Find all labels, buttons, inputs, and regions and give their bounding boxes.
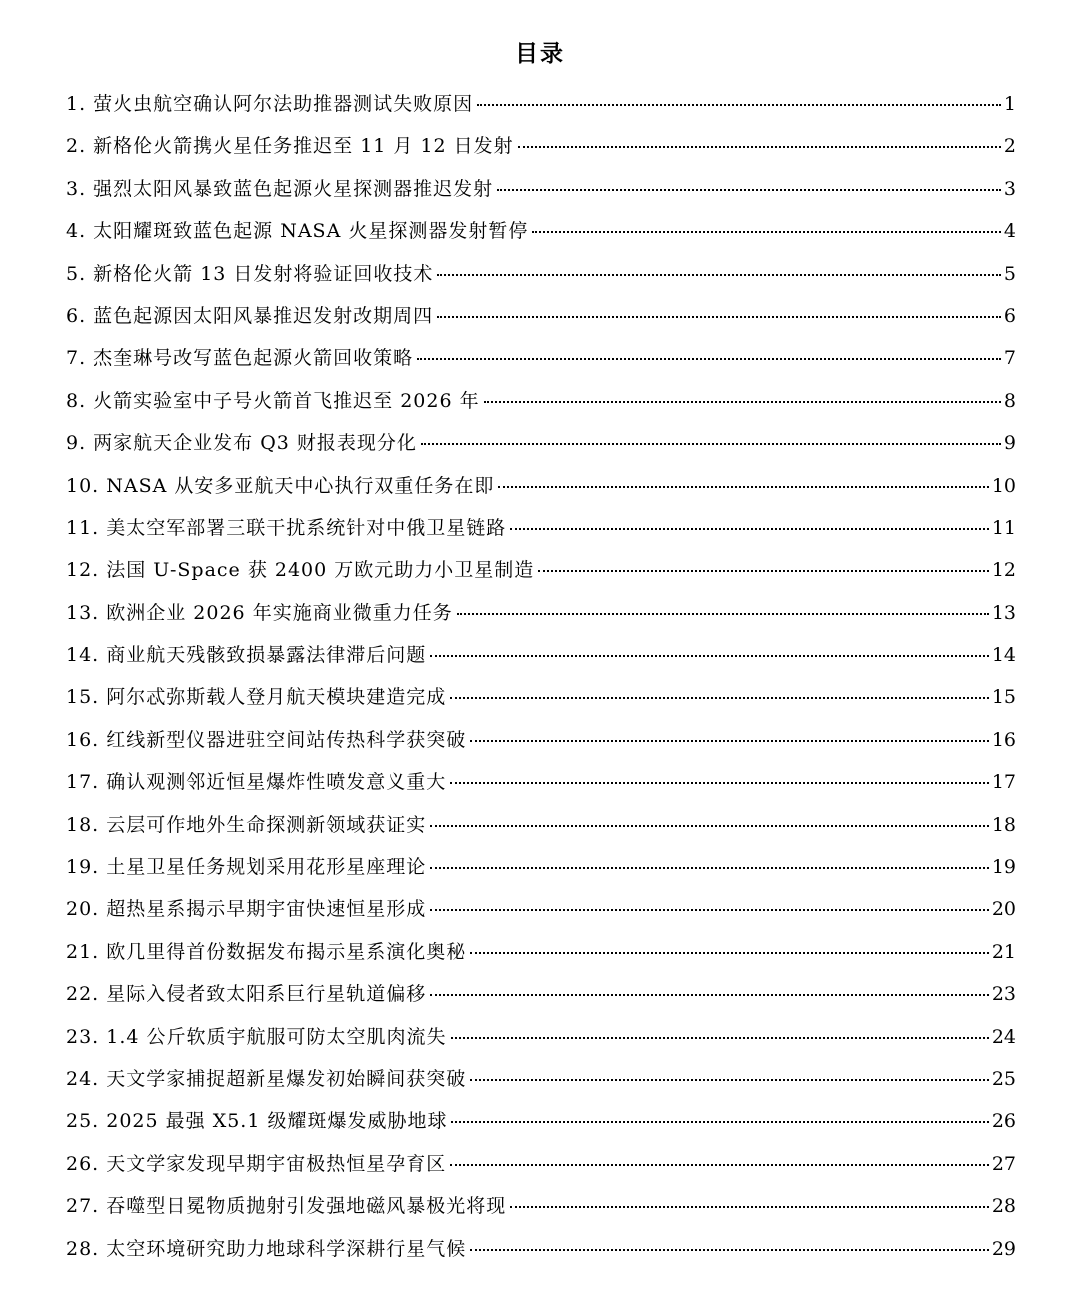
toc-entry-page-number: 5 [1003, 262, 1016, 285]
toc-entry[interactable] [66, 83, 1016, 125]
toc-entry-page-number: 19 [991, 856, 1016, 879]
toc-entry[interactable] [66, 592, 1016, 634]
toc-entry[interactable] [66, 888, 1016, 930]
toc-entry[interactable] [66, 168, 1016, 210]
toc-entry-title: 1. 萤火虫航空确认阿尔法助推器测试失败原因 [66, 93, 474, 115]
toc-entry[interactable] [66, 1143, 1016, 1185]
toc-entry[interactable] [66, 1058, 1016, 1100]
toc-entry[interactable] [66, 931, 1016, 973]
dot-leader [417, 358, 1001, 360]
toc-entry-page-number: 28 [991, 1195, 1016, 1218]
dot-leader [437, 316, 1001, 318]
toc-entry-title: 16. 红线新型仪器进驻空间站传热科学获突破 [66, 728, 467, 751]
toc-entry-page-number: 25 [991, 1067, 1016, 1090]
dot-leader [451, 1037, 989, 1039]
toc-entry-title: 27. 吞噬型日冕物质抛射引发强地磁风暴极光将现 [66, 1195, 507, 1218]
toc-entry-title: 13. 欧洲企业 2026 年实施商业微重力任务 [66, 601, 453, 624]
toc-entry-page-number: 1 [1003, 93, 1016, 115]
toc-entry[interactable] [66, 1016, 1016, 1058]
toc-entry-title: 12. 法国 U-Space 获 2400 万欧元助力小卫星制造 [66, 559, 535, 582]
toc-title: 目录 [515, 41, 565, 67]
dot-leader [451, 1121, 988, 1123]
dot-leader [532, 231, 1001, 233]
dot-leader [450, 782, 989, 784]
toc-entry-page-number: 26 [991, 1110, 1016, 1133]
toc-entry-page-number: 23 [991, 983, 1016, 1006]
toc-entry-title: 7. 杰奎琳号改写蓝色起源火箭回收策略 [66, 347, 414, 370]
toc-entry-page-number: 13 [991, 601, 1016, 624]
toc-entry[interactable] [66, 337, 1016, 379]
toc-entry-page-number: 10 [991, 474, 1016, 497]
toc-entry-page-number: 18 [991, 813, 1016, 836]
dot-leader [470, 1079, 989, 1081]
toc-entry-title: 6. 蓝色起源因太阳风暴推迟发射改期周四 [66, 304, 434, 327]
toc-entry-title: 9. 两家航天企业发布 Q3 财报表现分化 [66, 432, 417, 455]
dot-leader [497, 189, 1001, 191]
toc-entry-title: 17. 确认观测邻近恒星爆炸性喷发意义重大 [66, 771, 447, 794]
toc-list [66, 83, 1016, 1270]
toc-entry-title: 18. 云层可作地外生命探测新领域获证实 [66, 813, 427, 836]
toc-entry[interactable] [66, 125, 1016, 167]
toc-entry-page-number: 29 [991, 1237, 1016, 1260]
toc-entry[interactable] [66, 295, 1016, 337]
dot-leader [450, 697, 989, 699]
toc-entry[interactable] [66, 1228, 1016, 1270]
dot-leader [477, 104, 1001, 106]
toc-entry-title: 4. 太阳耀斑致蓝色起源 NASA 火星探测器发射暂停 [66, 220, 529, 243]
toc-entry-title: 28. 太空环境研究助力地球科学深耕行星气候 [66, 1237, 467, 1260]
dot-leader [430, 867, 989, 869]
toc-entry-title: 3. 强烈太阳风暴致蓝色起源火星探测器推迟发射 [66, 177, 494, 200]
toc-entry-title: 24. 天文学家捕捉超新星爆发初始瞬间获突破 [66, 1067, 467, 1090]
dot-leader [498, 486, 988, 488]
toc-entry[interactable] [66, 380, 1016, 422]
toc-entry[interactable] [66, 253, 1016, 295]
toc-entry-title: 2. 新格伦火箭携火星任务推迟至 11 月 12 日发射 [66, 135, 514, 158]
dot-leader [518, 146, 1001, 148]
dot-leader [470, 740, 989, 742]
toc-entry-page-number: 27 [991, 1152, 1016, 1175]
toc-entry-page-number: 17 [991, 771, 1016, 794]
toc-entry-title: 19. 土星卫星任务规划采用花形星座理论 [66, 856, 427, 879]
toc-entry-title: 14. 商业航天残骸致损暴露法律滞后问题 [66, 644, 427, 667]
toc-entry-title: 23. 1.4 公斤软质宇航服可防太空肌肉流失 [66, 1025, 447, 1048]
toc-entry-title: 25. 2025 最强 X5.1 级耀斑爆发威胁地球 [66, 1110, 448, 1133]
toc-entry[interactable] [66, 549, 1016, 591]
dot-leader [421, 443, 1001, 445]
toc-entry[interactable] [66, 804, 1016, 846]
toc-entry-page-number: 15 [991, 686, 1016, 709]
toc-entry-title: 10. NASA 从安多亚航天中心执行双重任务在即 [66, 474, 495, 497]
toc-entry-page-number: 8 [1003, 389, 1016, 412]
toc-entry[interactable] [66, 422, 1016, 464]
dot-leader [510, 528, 989, 530]
dot-leader [437, 274, 1000, 276]
toc-entry[interactable] [66, 210, 1016, 252]
toc-entry[interactable] [66, 634, 1016, 676]
toc-entry-page-number: 9 [1003, 432, 1016, 455]
toc-entry[interactable] [66, 1185, 1016, 1227]
toc-entry[interactable] [66, 719, 1016, 761]
toc-entry-page-number: 20 [991, 898, 1016, 921]
toc-entry-title: 11. 美太空军部署三联干扰系统针对中俄卫星链路 [66, 516, 507, 539]
toc-entry-title: 15. 阿尔忒弥斯载人登月航天模块建造完成 [66, 686, 447, 709]
toc-entry-page-number: 14 [991, 644, 1016, 667]
toc-entry[interactable] [66, 761, 1016, 803]
dot-leader [430, 825, 989, 827]
toc-entry-page-number: 7 [1003, 347, 1016, 370]
toc-entry-page-number: 12 [991, 559, 1016, 582]
toc-entry-page-number: 16 [991, 728, 1016, 751]
toc-entry-page-number: 21 [991, 940, 1016, 963]
dot-leader [457, 613, 989, 615]
toc-entry-title: 21. 欧几里得首份数据发布揭示星系演化奥秘 [66, 940, 467, 963]
toc-entry-page-number: 3 [1003, 177, 1016, 200]
toc-entry[interactable] [66, 846, 1016, 888]
dot-leader [538, 570, 989, 572]
dot-leader [450, 1164, 989, 1166]
toc-entry-page-number: 4 [1003, 220, 1016, 243]
dot-leader [470, 952, 989, 954]
dot-leader [510, 1206, 989, 1208]
toc-entry-title: 20. 超热星系揭示早期宇宙快速恒星形成 [66, 898, 427, 921]
toc-entry[interactable] [66, 1100, 1016, 1142]
toc-entry-page-number: 24 [991, 1025, 1016, 1048]
toc-entry[interactable] [66, 465, 1016, 507]
toc-entry[interactable] [66, 507, 1016, 549]
toc-entry-title: 8. 火箭实验室中子号火箭首飞推迟至 2026 年 [66, 389, 480, 412]
dot-leader [430, 909, 989, 911]
toc-entry-title: 22. 星际入侵者致太阳系巨行星轨道偏移 [66, 983, 427, 1006]
dot-leader [470, 1249, 989, 1251]
toc-entry[interactable] [66, 676, 1016, 718]
toc-entry-page-number: 2 [1003, 135, 1016, 158]
toc-entry-title: 26. 天文学家发现早期宇宙极热恒星孕育区 [66, 1152, 447, 1175]
toc-entry-page-number: 6 [1003, 304, 1016, 327]
dot-leader [484, 401, 1001, 403]
dot-leader [430, 655, 989, 657]
toc-entry[interactable] [66, 973, 1016, 1015]
toc-entry-page-number: 11 [991, 516, 1016, 539]
dot-leader [430, 994, 989, 996]
toc-entry-title: 5. 新格伦火箭 13 日发射将验证回收技术 [66, 262, 434, 285]
